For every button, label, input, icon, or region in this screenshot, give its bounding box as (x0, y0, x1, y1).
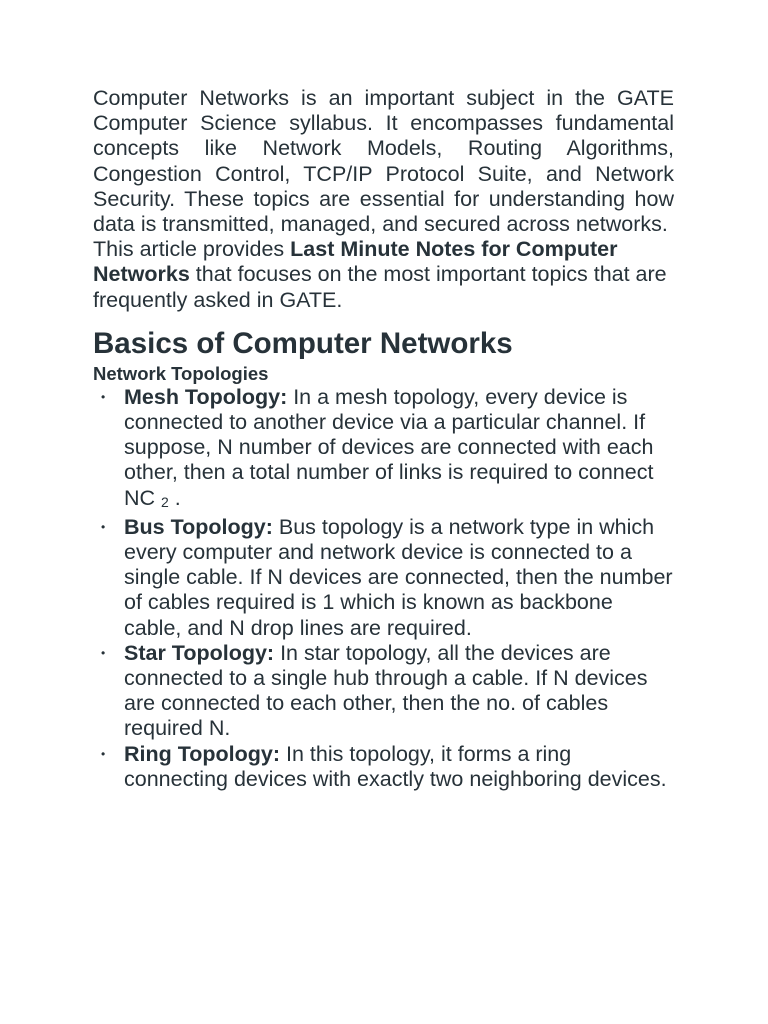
intro-paragraph: Computer Networks is an important subject in the GATE Computer Science syllabus. It encompasses fundamental concepts like Network Models, Routing Algorithms, Congestion Control, TCP/IP Protocol Suite, and Network Security. These topics are essential for understanding how data is transmitted, managed, and secured across networks. (93, 86, 674, 237)
section-subtitle: Network Topologies (93, 362, 269, 384)
bullet-icon: • (101, 746, 106, 761)
list-item-star (93, 641, 674, 742)
article-body (93, 86, 674, 792)
topic-label: Bus Topology: (124, 514, 273, 539)
topic-text-end: . (168, 485, 181, 510)
section-title: Basics of Computer Networks (93, 326, 513, 360)
bullet-icon: • (101, 519, 106, 534)
topic-text: Bus topology is a network type in which every computer and network device is connected to a single cable. If N devices are connected, then the number of cables required is 1 which is known as backbone cable, and N drop lines are required. (124, 514, 673, 640)
list-item-bus (93, 515, 674, 641)
article-summary-prefix: This article provides (93, 237, 291, 262)
topic-label: Mesh Topology: (124, 384, 288, 409)
bullet-icon: • (101, 389, 106, 404)
article-summary-suffix: that focuses on the most important topics that are frequently asked in GATE. (93, 262, 667, 312)
topology-list (93, 385, 674, 792)
topic-text: In a mesh topology, every device is connected to another device via a particular channel. If suppose, N number of devices are connected with each other, then a total number of links is required to connect NC (124, 384, 654, 510)
subscript: 2 (161, 493, 169, 510)
topic-text: In this topology, it forms a ring connecting devices with exactly two neighboring devices. (124, 741, 667, 791)
topic-label: Ring Topology: (124, 741, 281, 766)
topic-text: In star topology, all the devices are connected to a single hub through a cable. If N devices are connected to each other, then the no. of cables required N. (124, 640, 648, 741)
article-summary-bold: Last Minute Notes for Computer Networks (93, 237, 618, 287)
topic-label: Star Topology: (124, 640, 275, 665)
list-item-ring (93, 742, 674, 792)
list-item-mesh (93, 385, 674, 515)
bullet-icon: • (101, 645, 106, 660)
article-summary (93, 237, 674, 313)
